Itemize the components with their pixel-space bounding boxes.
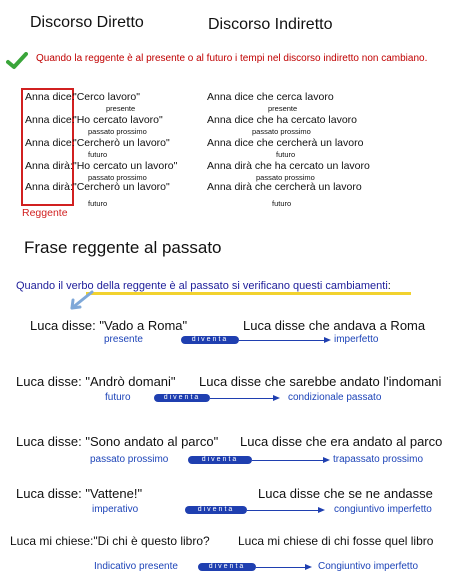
direct-subject: Anna dice: xyxy=(25,91,75,103)
diventa-label: diventa xyxy=(154,394,210,402)
past-from-tense: futuro xyxy=(105,392,131,403)
indirect-tense: passato prossimo xyxy=(252,127,311,136)
past-direct-sentence: Luca mi chiese:"Di chi è questo libro? xyxy=(10,534,210,548)
indirect-tense: presente xyxy=(268,104,298,113)
note-colon: : xyxy=(387,280,391,292)
diventa-label: diventa xyxy=(185,506,247,514)
reggente-label: Reggente xyxy=(22,207,68,219)
past-from-tense: presente xyxy=(104,334,143,345)
diventa-label: diventa xyxy=(188,456,252,464)
past-indirect-sentence: Luca disse che sarebbe andato l'indomani xyxy=(199,374,442,389)
direct-quote: "Cerco lavoro" xyxy=(73,91,140,103)
indirect-sentence: Anna dice che cerca lavoro xyxy=(207,91,334,103)
past-direct-sentence: Luca disse: "Andrò domani" xyxy=(16,374,176,389)
past-from-tense: imperativo xyxy=(92,504,139,515)
direct-quote: "Ho cercato un lavoro" xyxy=(73,160,178,172)
indirect-tense: futuro xyxy=(276,150,296,159)
indirect-sentence: Anna dirà che ha cercato un lavoro xyxy=(207,160,370,172)
direct-tense: passato prossimo xyxy=(88,127,147,136)
direct-tense: passato prossimo xyxy=(88,173,147,182)
diventa-label: diventa xyxy=(198,563,256,571)
past-from-tense: Indicativo presente xyxy=(94,561,178,572)
direct-quote: "Cercherò un lavoro" xyxy=(73,137,170,149)
indirect-tense: futuro xyxy=(272,199,292,208)
pointer-arrow-icon xyxy=(66,289,96,313)
past-indirect-sentence: Luca disse che se ne andasse xyxy=(258,486,433,501)
diventa-arrow xyxy=(154,394,280,402)
check-icon xyxy=(6,52,28,70)
past-section-title: Frase reggente al passato xyxy=(24,238,222,257)
direct-subject: Anna dice: xyxy=(25,137,75,149)
direct-speech-heading: Discorso Diretto xyxy=(30,14,144,31)
rule-text: Quando la reggente è al presente o al futuro i tempi nel discorso indiretto non cambiano. xyxy=(36,53,428,64)
indirect-sentence: Anna dirà che cercherà un lavoro xyxy=(207,181,362,193)
diventa-arrow xyxy=(185,506,325,514)
past-indirect-sentence: Luca disse che era andato al parco xyxy=(240,434,443,449)
past-direct-sentence: Luca disse: "Sono andato al parco" xyxy=(16,434,219,449)
past-indirect-sentence: Luca disse che andava a Roma xyxy=(243,318,426,333)
direct-quote: "Cercherò un lavoro" xyxy=(73,181,170,193)
past-to-tense: condizionale passato xyxy=(288,392,382,403)
diventa-arrow xyxy=(198,563,312,571)
past-to-tense: trapassato prossimo xyxy=(333,454,424,465)
past-direct-sentence: Luca disse: "Vattene!" xyxy=(16,486,143,501)
note-text: Quando il verbo della reggente è al passato si verificano questi cambiamenti xyxy=(16,280,388,292)
past-from-tense: passato prossimo xyxy=(90,454,169,465)
direct-subject: Anna dirà: xyxy=(25,181,73,193)
indirect-speech-heading: Discorso Indiretto xyxy=(208,16,333,33)
direct-tense: futuro xyxy=(88,150,108,159)
diventa-label: diventa xyxy=(181,336,239,344)
past-to-tense: congiuntivo imperfetto xyxy=(334,504,432,515)
direct-subject: Anna dirà: xyxy=(25,160,73,172)
indirect-sentence: Anna dice che cercherà un lavoro xyxy=(207,137,364,149)
direct-tense: futuro xyxy=(88,199,108,208)
past-indirect-sentence: Luca mi chiese di chi fosse quel libro xyxy=(238,534,434,548)
indirect-sentence: Anna dice che ha cercato lavoro xyxy=(207,114,358,126)
indirect-tense: passato prossimo xyxy=(256,173,315,182)
direct-quote: "Ho cercato lavoro" xyxy=(73,114,163,126)
past-to-tense: imperfetto xyxy=(334,334,379,345)
past-direct-sentence: Luca disse: "Vado a Roma" xyxy=(30,318,188,333)
diventa-arrow xyxy=(181,336,331,344)
diventa-arrow xyxy=(188,456,330,464)
past-to-tense: Congiuntivo imperfetto xyxy=(318,561,419,572)
direct-subject: Anna dice: xyxy=(25,114,75,126)
direct-tense: presente xyxy=(106,104,136,113)
note-underline xyxy=(86,292,411,295)
